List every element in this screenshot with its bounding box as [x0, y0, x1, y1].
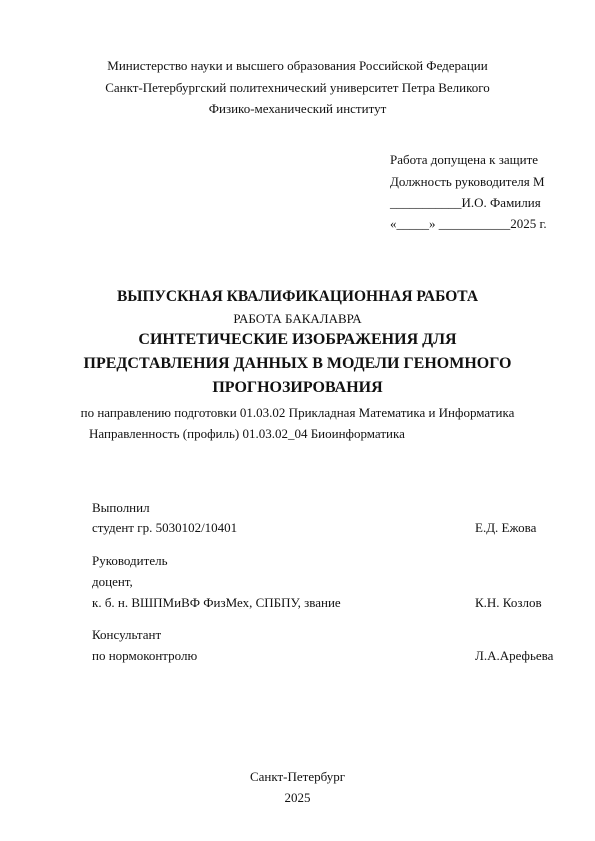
- university-line: Санкт-Петербургский политехнический университет Петра Великого: [105, 80, 490, 95]
- footer-year: 2025: [284, 790, 311, 805]
- student-group: студент гр. 5030102/10401: [92, 520, 238, 535]
- performed-label: Выполнил: [92, 500, 150, 515]
- supervisor-role: доцент,: [92, 574, 133, 589]
- institute-line: Физико-механический институт: [208, 101, 387, 116]
- study-direction: по направлению подготовки 01.03.02 Прикладная Математика и Информатика: [80, 405, 515, 420]
- work-type-heading: ВЫПУСКНАЯ КВАЛИФИКАЦИОННАЯ РАБОТА: [116, 288, 479, 305]
- approval-admitted: Работа допущена к защите: [390, 152, 539, 167]
- ministry-line: Министерство науки и высшего образования Российской Федерации: [107, 58, 488, 73]
- footer-city: Санкт-Петербург: [249, 769, 346, 784]
- supervisor-label: Руководитель: [92, 553, 168, 568]
- approval-date-line: «_____» ___________2025 г.: [390, 216, 547, 231]
- thesis-title-line-3: ПРОГНОЗИРОВАНИЯ: [212, 379, 383, 396]
- thesis-title-line-2: ПРЕДСТАВЛЕНИЯ ДАННЫХ В МОДЕЛИ ГЕНОМНОГО: [83, 355, 512, 372]
- study-profile: Направленность (профиль) 01.03.02_04 Биоинформатика: [89, 426, 405, 441]
- approval-position: Должность руководителя М: [390, 174, 545, 189]
- thesis-title-line-1: СИНТЕТИЧЕСКИЕ ИЗОБРАЖЕНИЯ ДЛЯ: [138, 331, 457, 348]
- consultant-name: Л.А.Арефьева: [475, 648, 554, 663]
- supervisor-details: к. б. н. ВШПМиВФ ФизМех, СПБПУ, звание: [92, 595, 341, 610]
- degree-label: РАБОТА БАКАЛАВРА: [233, 311, 362, 326]
- consultant-label: Консультант: [92, 627, 162, 642]
- student-name: Е.Д. Ежова: [475, 520, 537, 535]
- approval-signature-line: ___________И.О. Фамилия: [390, 195, 541, 210]
- consultant-role: по нормоконтролю: [92, 648, 198, 663]
- supervisor-name: К.Н. Козлов: [475, 595, 542, 610]
